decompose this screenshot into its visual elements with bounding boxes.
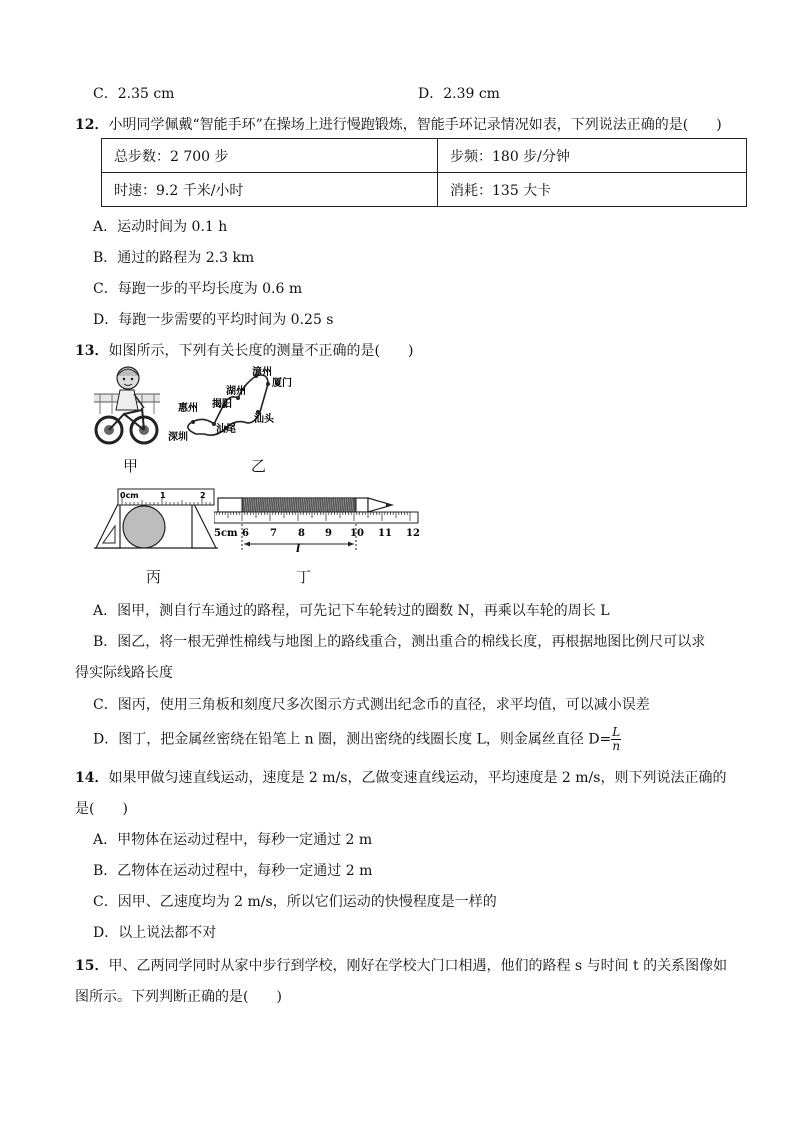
option-d — [93, 726, 621, 753]
city-label: 厦门 — [272, 378, 292, 389]
question-13 — [75, 340, 413, 360]
option-a: A．甲物体在运动过程中，每秒一定通过 2 m — [93, 832, 373, 848]
pencil-coil-measurement — [214, 486, 420, 552]
city-label: 湖州 — [226, 386, 246, 397]
option-c: C．每跑一步的平均长度为 0.6 m — [93, 281, 303, 297]
figure-label-ding: 丁 — [296, 568, 312, 586]
option-a: A．图甲，测自行车通过的路程，可先记下车轮转过的圈数 N，再乘以车轮的周长 L — [93, 603, 610, 619]
option-d: D．以上说法都不对 — [93, 925, 217, 941]
question-stem-continued: 是( ) — [75, 801, 128, 817]
option-b-continued: 得实际线路长度 — [75, 665, 173, 681]
fraction — [611, 726, 621, 753]
table-row — [102, 173, 747, 207]
table-cell: 步频：180 步/分钟 — [438, 139, 747, 173]
fraction-denominator: n — [612, 739, 621, 753]
ruler-label: 12 — [406, 528, 420, 539]
city-label: 深圳 — [168, 432, 188, 443]
question-stem: 甲、乙两同学同时从家中步行到学校，刚好在学校大门口相遇，他们的路程 s 与时间 t 的关系图像如 — [108, 958, 728, 974]
ruler-label: 0cm — [120, 491, 139, 500]
table-cell: 总步数：2 700 步 — [102, 139, 438, 173]
length-label: l — [296, 542, 301, 552]
city-label: 揭阳 — [212, 399, 232, 410]
figure-label-jia: 甲 — [123, 457, 139, 475]
ruler-label: 11 — [378, 528, 392, 539]
question-number: 13． — [75, 343, 109, 359]
ruler-label: 7 — [270, 528, 277, 539]
figure-label-yi: 乙 — [251, 457, 267, 475]
option-b: B．图乙，将一根无弹性棉线与地图上的路线重合，测出重合的棉线长度，再根据地图比例尺可以求 — [93, 634, 706, 650]
option-b: B．乙物体在运动过程中，每秒一定通过 2 m — [93, 863, 373, 879]
question-stem: 如图所示，下列有关长度的测量不正确的是( ) — [108, 343, 414, 359]
question-stem: 如果甲做匀速直线运动，速度是 2 m/s，乙做变速直线运动，平均速度是 2 m/s，则下列说法正确的 — [108, 770, 727, 786]
ruler-label: 1 — [160, 491, 166, 500]
question-number: 12． — [75, 117, 109, 133]
ruler-label: 2 — [200, 491, 206, 500]
city-label: 漳州 — [252, 367, 272, 378]
table-row — [102, 139, 747, 173]
city-label: 惠州 — [178, 403, 198, 414]
option-d: D．每跑一步需要的平均时间为 0.25 s — [93, 312, 334, 328]
city-label: 汕尾 — [216, 424, 236, 435]
question-12 — [75, 114, 722, 134]
record-table — [101, 138, 747, 207]
ruler-label: 8 — [298, 528, 305, 539]
table-cell: 时速：9.2 千米/小时 — [102, 173, 438, 207]
option-d-text: D．图丁，把金属丝密绕在铅笔上 n 圈，测出密绕的线圈长度 L，则金属丝直径 D= — [93, 731, 612, 748]
option-d: D．2.39 cm — [418, 86, 500, 102]
question-15 — [75, 955, 727, 975]
option-c: C．图丙，使用三角板和刻度尺多次图示方式测出纪念币的直径，求平均值，可以减小误差 — [93, 697, 650, 713]
question-14 — [75, 767, 726, 787]
option-a: A．运动时间为 0.1 h — [93, 219, 228, 235]
city-label: 汕头 — [254, 414, 274, 425]
question-number: 14． — [75, 770, 109, 786]
figure-label-bing: 丙 — [146, 568, 162, 586]
option-c: C．因甲、乙速度均为 2 m/s，所以它们运动的快慢程度是一样的 — [93, 894, 497, 910]
ruler-label: 5cm — [214, 528, 238, 539]
option-c: C．2.35 cm — [93, 86, 175, 102]
option-b: B．通过的路程为 2.3 km — [93, 250, 255, 266]
bicycle-illustration — [94, 364, 160, 446]
ruler-label: 6 — [242, 528, 249, 539]
ruler-label: 9 — [325, 528, 332, 539]
question-stem-continued: 图所示。下列判断正确的是( ) — [75, 989, 282, 1005]
route-map — [164, 364, 294, 444]
question-number: 15． — [75, 958, 109, 974]
question-stem: 小明同学佩戴“智能手环”在操场上进行慢跑锻炼，智能手环记录情况如表，下列说法正确的是( ) — [108, 117, 722, 133]
table-cell: 消耗：135 大卡 — [438, 173, 747, 207]
ruler-label: 10 — [350, 528, 364, 539]
coin-measurement — [94, 486, 218, 552]
fraction-numerator: L — [612, 725, 621, 739]
